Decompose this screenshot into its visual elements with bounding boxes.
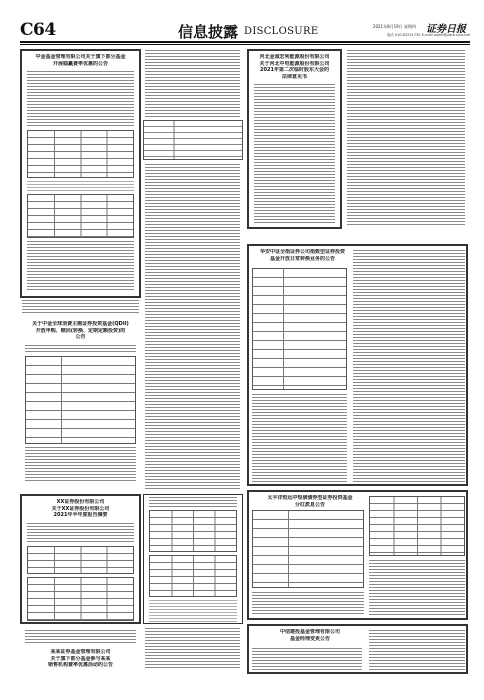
notice-semiannual-report	[20, 494, 141, 624]
page-header	[20, 20, 470, 42]
page-number: C64	[20, 20, 56, 40]
notice-fund-fee-discount	[20, 49, 141, 298]
fund-table	[27, 130, 134, 178]
notice-conversion-business	[247, 244, 468, 486]
notice-shareholder-meeting	[247, 49, 342, 229]
header-contact-line: 电话 010-83251730 E-mail zqrb9@zqrb.sina.net	[386, 33, 470, 37]
dividend-table	[369, 496, 465, 556]
report-table	[149, 555, 237, 597]
notice-body-text	[27, 523, 134, 543]
fund-info-table	[252, 268, 347, 390]
section-title-cn: 信息披露	[178, 23, 239, 41]
continued-text	[145, 164, 240, 490]
fund-table	[27, 194, 134, 238]
report-table	[27, 546, 134, 574]
notice-body-text	[353, 250, 465, 482]
notice-title: 中信建投基金管理有限公司 基金经理变更公告	[279, 629, 340, 642]
header-rule-thin	[20, 44, 470, 45]
notice-title: 华安中证全指证券公司指数型证券投资 基金开放日常转换业务的公告	[259, 249, 345, 262]
notice-body-text	[25, 345, 136, 353]
continued-text	[145, 50, 240, 118]
issue-date: 2021年8月19日 星期四	[372, 24, 416, 29]
data-table	[143, 120, 243, 160]
notice-body-text	[25, 630, 136, 644]
notice-fund-manager-change	[247, 624, 468, 674]
notice-dividend	[247, 490, 468, 620]
report-continuation	[143, 494, 243, 624]
continued-text	[347, 50, 465, 225]
notice-title: 中金基金管理有限公司关于旗下部分基金 开展稳赢费率优惠的公告	[35, 54, 126, 67]
notice-body-text	[27, 241, 134, 291]
notice-body-text	[27, 181, 134, 191]
notice-qdii-subscription	[20, 318, 141, 490]
fund-info-table	[25, 356, 136, 444]
notice-title: 河北金诚宏利能源股份有限公司 关于河北中电能源股份有限公司 2021年第二次临时股东大会的 法律意见书	[259, 54, 330, 80]
notice-fee-discount-activity	[20, 628, 141, 674]
report-table	[27, 577, 134, 621]
notice-body-text	[254, 84, 335, 224]
continued-text	[22, 300, 139, 314]
continued-text	[145, 628, 240, 670]
report-table	[149, 510, 237, 552]
notice-body-text	[252, 592, 364, 616]
notice-body-text	[369, 630, 465, 670]
notice-body-text	[149, 600, 237, 622]
notice-body-text	[149, 497, 237, 507]
notice-body-text	[369, 560, 465, 616]
notice-title: XX证券股份有限公司 关于XX证券股份有限公司 2021年半年度报告摘要	[51, 499, 110, 518]
section-title-en: DISCLOSURE	[244, 26, 319, 37]
notice-title: 关于中金全球消费主题证券投资基金(QDII) 开放申购、赎回(转换、定期定额投资)的 公告	[32, 321, 129, 340]
notice-body-text	[252, 394, 347, 482]
dividend-table	[252, 510, 364, 588]
header-rule	[20, 41, 470, 43]
notice-title: 某某证券基金管理有限公司 关于旗下部分基金参与某某 销售机构费率优惠活动的公告	[47, 649, 113, 668]
newspaper-logo: 证券日报	[426, 24, 466, 35]
notice-body-text	[27, 71, 134, 127]
notice-body-text	[25, 447, 136, 483]
notice-title: 太平洋恒远中短债债券型证券投资基金 分红派息公告	[267, 495, 353, 508]
notice-body-text	[252, 648, 362, 670]
